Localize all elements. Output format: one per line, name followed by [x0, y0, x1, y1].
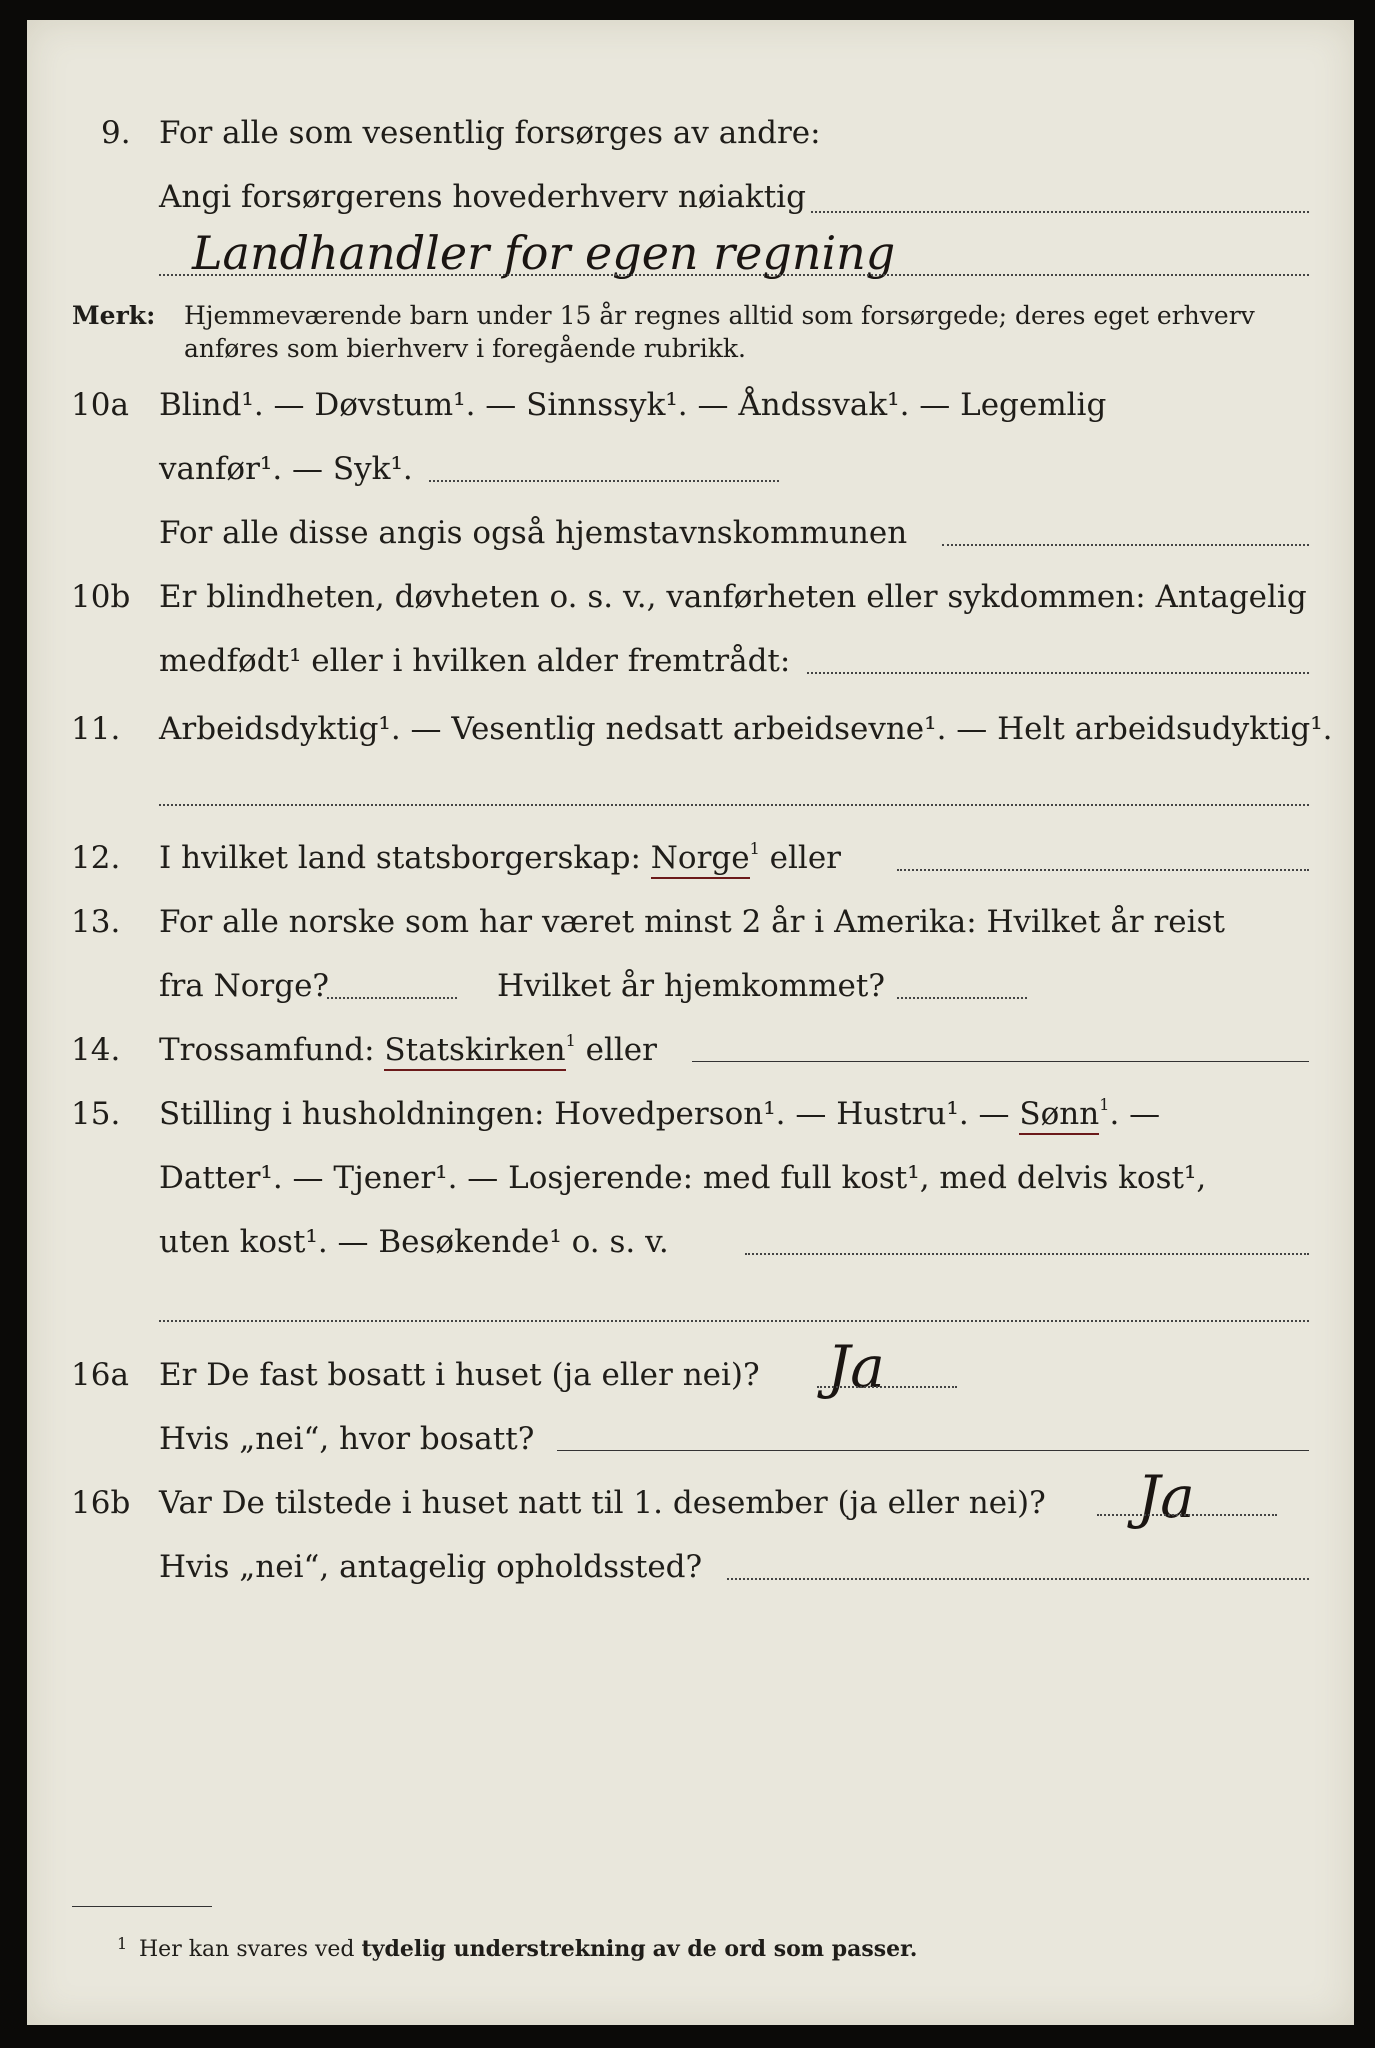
q10a-kommune-line	[942, 544, 1309, 546]
q10a-number: 10a	[71, 387, 129, 423]
q11-number: 11.	[71, 711, 121, 747]
q14-underlined-statskirken: Statskirken	[384, 1032, 565, 1071]
q16a-number: 16a	[71, 1357, 129, 1393]
q10a-syk-line	[429, 480, 779, 482]
q9-number: 9.	[101, 115, 131, 151]
q14-text-b: eller	[585, 1032, 657, 1068]
footnote-text-b: av de ord som passer.	[652, 1936, 918, 1962]
q16b-line1: Var De tilstede i huset natt til 1. desember (ja eller nei)?	[159, 1485, 1046, 1521]
q13-hjem-line	[897, 997, 1027, 999]
q14-line: Trossamfund: Statskirken$^1$ eller	[159, 1035, 657, 1066]
q12-line-fill	[897, 869, 1309, 871]
q15-answer-line	[159, 1320, 1309, 1322]
q13-line1: For alle norske som har været minst 2 år i Amerika: Hvilket år reist	[159, 904, 1225, 940]
q9-handwritten-answer: Landhandler for egen regning	[192, 226, 896, 280]
q16a-line1: Er De fast bosatt i huset (ja eller nei)?	[159, 1357, 760, 1393]
merk-line1: Hjemmeværende barn under 15 år regnes alltid som forsørgede; deres eget erhverv	[184, 301, 1255, 330]
q15-line1a: Stilling i husholdningen: Hovedperson¹. — Hustru¹. —	[159, 1096, 1010, 1132]
q9-answer-line	[159, 274, 1309, 276]
q16a-answer-line	[817, 1386, 957, 1388]
footnote-text-a: Her kan svares ved	[139, 1937, 355, 1962]
q16b-line2: Hvis „nei“, antagelig opholdssted?	[159, 1549, 703, 1585]
q10a-line3: For alle disse angis også hjemstavnskommunen	[159, 515, 908, 551]
form-page	[27, 20, 1354, 2025]
q12-number: 12.	[71, 840, 121, 876]
q15-line-fill	[745, 1253, 1309, 1255]
footnote-text	[139, 1936, 917, 1962]
footnote-divider	[72, 1906, 212, 1907]
q10b-line1: Er blindheten, døvheten o. s. v., vanførheten eller sykdommen: Antagelig	[159, 579, 1307, 615]
q16a-line2: Hvis „nei“, hvor bosatt?	[159, 1421, 535, 1457]
q10b-line	[807, 672, 1309, 674]
q13-line2a: fra Norge?	[159, 968, 330, 1004]
q10b-number: 10b	[71, 579, 131, 615]
q14-text-a: Trossamfund:	[159, 1032, 375, 1068]
q13-reist-line	[327, 997, 457, 999]
q12-underlined-norge: Norge	[651, 840, 750, 879]
q16b-number: 16b	[71, 1485, 131, 1521]
q10b-line2: medfødt¹ eller i hvilken alder fremtrådt:	[159, 643, 791, 679]
q13-line2b: Hvilket år hjemkommet?	[497, 968, 885, 1004]
q9-dotted-line	[811, 211, 1309, 213]
q10a-line1: Blind¹. — Døvstum¹. — Sinnssyk¹. — Åndssvak¹. — Legemlig	[159, 387, 1107, 423]
merk-label: Merk:	[72, 301, 156, 330]
q15-line3: uten kost¹. — Besøkende¹ o. s. v.	[159, 1224, 669, 1260]
q12-line: I hvilket land statsborgerskap: Norge$^1$ eller	[159, 843, 841, 874]
q15-underlined-sonn: Sønn	[1019, 1096, 1099, 1135]
q15-line2: Datter¹. — Tjener¹. — Losjerende: med full kost¹, med delvis kost¹,	[159, 1160, 1207, 1196]
q15-line1b: . —	[1109, 1096, 1161, 1132]
q9-line1: For alle som vesentlig forsørges av andre:	[159, 115, 821, 151]
q11-line1: Arbeidsdyktig¹. — Vesentlig nedsatt arbeidsevne¹. — Helt arbeidsudyktig¹.	[159, 711, 1333, 747]
q16b-opholdssted-line	[727, 1578, 1309, 1580]
footnote-bold: tydelig understrekning	[361, 1936, 646, 1962]
q16b-answer-line	[1097, 1514, 1277, 1516]
q12-text-a: I hvilket land statsborgerskap:	[159, 840, 641, 876]
q10a-line2: vanfør¹. — Syk¹.	[159, 451, 413, 487]
merk-line2: anføres som bierhverv i foregående rubrikk.	[184, 334, 746, 363]
q12-text-b: eller	[769, 840, 841, 876]
q14-line-fill	[692, 1061, 1309, 1062]
q16b-handwritten-answer: Ja	[1137, 1463, 1195, 1531]
q14-number: 14.	[71, 1032, 121, 1068]
q11-answer-line	[159, 804, 1309, 806]
q15-number: 15.	[71, 1096, 121, 1132]
q9-line2: Angi forsørgerens hovederhverv nøiaktig	[159, 179, 806, 215]
q16a-handwritten-answer: Ja	[827, 1333, 885, 1401]
q13-number: 13.	[71, 904, 121, 940]
footnote-mark: 1	[117, 1934, 128, 1953]
q15-line1: Stilling i husholdningen: Hovedperson¹. — Hustru¹. — Sønn$^1$. —	[159, 1099, 1160, 1130]
q16a-bosatt-line	[557, 1450, 1309, 1451]
